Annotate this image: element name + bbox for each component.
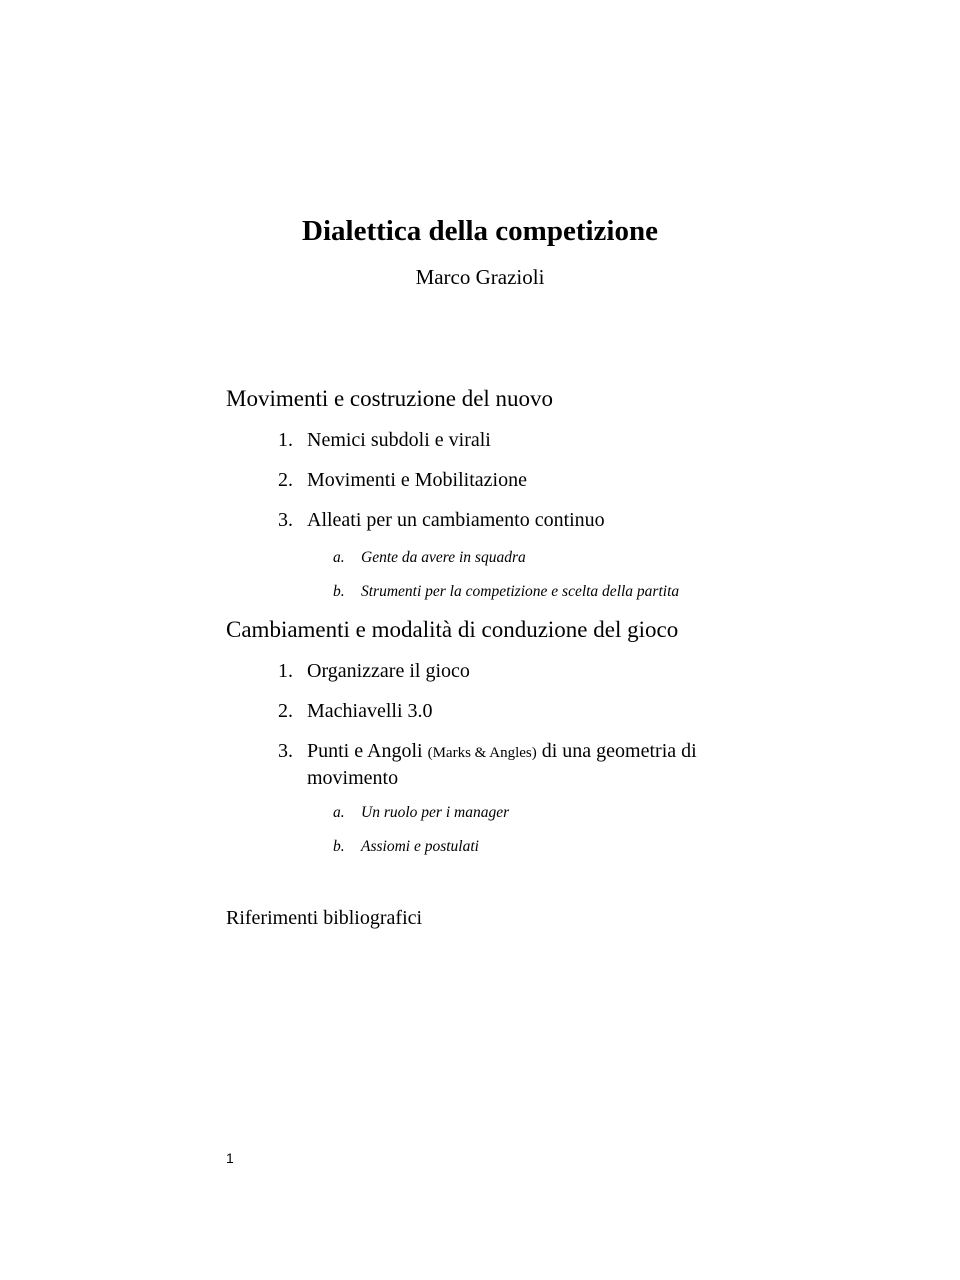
document-author: Marco Grazioli bbox=[415, 265, 545, 289]
item-number: 3. bbox=[278, 509, 293, 531]
item-text: Movimenti e Mobilitazione bbox=[307, 469, 527, 491]
subitem-text: Assiomi e postulati bbox=[361, 838, 479, 855]
item-number: 1. bbox=[278, 660, 293, 682]
section-heading-cambiamenti: Cambiamenti e modalità di conduzione del gioco bbox=[226, 617, 679, 642]
item-number: 1. bbox=[278, 429, 293, 451]
toc-item bbox=[278, 739, 748, 791]
item-text-parenthetical: (Marks & Angles) bbox=[427, 745, 537, 761]
toc-subitem bbox=[333, 582, 679, 602]
item-text: Organizzare il gioco bbox=[307, 660, 470, 682]
item-text: Alleati per un cambiamento continuo bbox=[307, 509, 605, 531]
toc-item bbox=[278, 659, 748, 684]
item-text bbox=[307, 739, 748, 791]
page-number: 1 bbox=[226, 1150, 234, 1166]
toc-item bbox=[278, 468, 748, 493]
item-number: 2. bbox=[278, 469, 293, 491]
toc-subitem bbox=[333, 548, 526, 568]
toc-subitem bbox=[333, 803, 509, 823]
subitem-letter: a. bbox=[333, 804, 345, 821]
toc-item bbox=[278, 508, 748, 533]
subitem-text: Strumenti per la competizione e scelta della partita bbox=[361, 583, 680, 600]
toc-subitem bbox=[333, 837, 479, 857]
document-title: Dialettica della competizione bbox=[302, 215, 658, 247]
item-number: 2. bbox=[278, 700, 293, 722]
references-heading: Riferimenti bibliografici bbox=[226, 907, 423, 929]
subitem-letter: b. bbox=[333, 583, 345, 600]
section-heading-movimenti: Movimenti e costruzione del nuovo bbox=[226, 386, 554, 411]
item-text-continuation: di una geometria di movimento bbox=[307, 740, 697, 789]
toc-item bbox=[278, 699, 748, 724]
item-text: Machiavelli 3.0 bbox=[307, 700, 433, 722]
item-text: Nemici subdoli e virali bbox=[307, 429, 491, 451]
subitem-letter: a. bbox=[333, 549, 345, 566]
subitem-letter: b. bbox=[333, 838, 345, 855]
item-number: 3. bbox=[278, 740, 293, 762]
toc-item bbox=[278, 428, 748, 453]
item-text-main: Punti e Angoli bbox=[307, 740, 423, 762]
subitem-text: Gente da avere in squadra bbox=[361, 549, 526, 566]
subitem-text: Un ruolo per i manager bbox=[361, 804, 510, 821]
